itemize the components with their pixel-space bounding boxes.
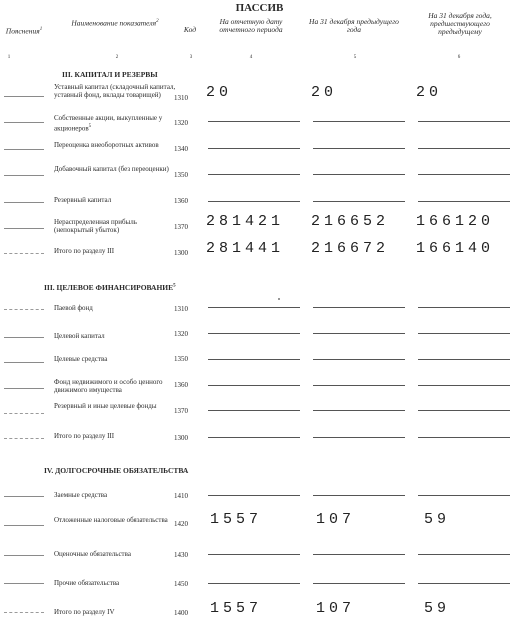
value-line bbox=[418, 583, 510, 584]
row-label: Резервный и иные целевые фонды bbox=[54, 402, 157, 410]
value-prev: 107 bbox=[316, 511, 356, 528]
value-line bbox=[418, 201, 510, 202]
value-current: 1557 bbox=[210, 511, 263, 528]
row-code: 1320 bbox=[174, 330, 188, 338]
value-line bbox=[313, 495, 405, 496]
value-prev: 216652 bbox=[311, 213, 390, 230]
value-current: 281421 bbox=[206, 213, 285, 230]
value-line bbox=[208, 385, 300, 386]
row-code: 1310 bbox=[174, 305, 188, 313]
row-code: 1360 bbox=[174, 381, 188, 389]
value-prevprev: 166140 bbox=[416, 240, 495, 257]
row-label: Фонд недвижимого и особо ценного движимого имущества bbox=[54, 378, 163, 394]
value-line bbox=[313, 410, 405, 411]
row-code: 1300 bbox=[174, 434, 188, 442]
row-label: Оценочные обязательства bbox=[54, 550, 131, 558]
notes-line bbox=[4, 202, 44, 203]
notes-line bbox=[4, 337, 44, 338]
notes-line bbox=[4, 122, 44, 123]
row-code: 1370 bbox=[174, 407, 188, 415]
value-line bbox=[208, 410, 300, 411]
row-code: 1370 bbox=[174, 223, 188, 231]
row-code: 1350 bbox=[174, 355, 188, 363]
value-prev: 107 bbox=[316, 600, 356, 617]
value-line bbox=[418, 333, 510, 334]
value-line bbox=[313, 385, 405, 386]
notes-line bbox=[4, 583, 44, 584]
value-line bbox=[208, 333, 300, 334]
row-label: Собственные акции, выкупленные у акционеров$^5$ bbox=[54, 114, 163, 132]
notes-line bbox=[4, 388, 44, 389]
row-label-total: Итого по разделу IV bbox=[54, 608, 115, 616]
value-current: 20 bbox=[206, 84, 233, 101]
value-line bbox=[313, 437, 405, 438]
row-label: Паевой фонд bbox=[54, 304, 93, 312]
notes-line bbox=[4, 175, 44, 176]
row-label: Переоценка внеоборотных активов bbox=[54, 141, 159, 149]
value-line bbox=[208, 437, 300, 438]
column-number: 3 bbox=[189, 55, 193, 60]
row-code: 1310 bbox=[174, 94, 188, 102]
column-number: 4 bbox=[249, 55, 253, 60]
value-line bbox=[313, 583, 405, 584]
value-line bbox=[418, 410, 510, 411]
notes-line bbox=[4, 149, 44, 150]
section-title-longterm: IV. ДОЛГОСРОЧНЫЕ ОБЯЗАТЕЛЬСТВА bbox=[44, 466, 189, 475]
notes-line bbox=[4, 525, 44, 526]
column-number: 2 bbox=[115, 55, 119, 60]
scan-speck bbox=[278, 298, 280, 300]
value-line bbox=[313, 307, 405, 308]
notes-line bbox=[4, 253, 44, 254]
row-label: Резервный капитал bbox=[54, 196, 112, 204]
value-line bbox=[313, 359, 405, 360]
value-line bbox=[418, 174, 510, 175]
value-line bbox=[418, 307, 510, 308]
value-line bbox=[418, 148, 510, 149]
value-prev: 20 bbox=[311, 84, 338, 101]
row-label: Нераспределенная прибыль (непокрытый убыток) bbox=[54, 218, 137, 234]
notes-line bbox=[4, 228, 44, 229]
notes-line bbox=[4, 309, 44, 310]
value-line bbox=[208, 121, 300, 122]
row-code: 1410 bbox=[174, 492, 188, 500]
value-line bbox=[313, 201, 405, 202]
value-line bbox=[418, 121, 510, 122]
value-current: 1557 bbox=[210, 600, 263, 617]
header-name: Наименование показателя$^2$ bbox=[71, 18, 159, 28]
value-line bbox=[313, 333, 405, 334]
value-line bbox=[313, 121, 405, 122]
value-line bbox=[313, 148, 405, 149]
value-prevprev: 59 bbox=[424, 511, 451, 528]
row-label-total: Итого по разделу III bbox=[54, 432, 115, 440]
header-notes: Пояснения$^1$ bbox=[5, 26, 43, 36]
row-label-total: Итого по разделу III bbox=[54, 247, 115, 255]
row-code: 1430 bbox=[174, 551, 188, 559]
section-title-financing: III. ЦЕЛЕВОЕ ФИНАНСИРОВАНИЕ$^5$ bbox=[44, 283, 176, 292]
header-current: На отчетную дату отчетного периода bbox=[219, 17, 283, 34]
value-line bbox=[313, 554, 405, 555]
header-code: Код bbox=[183, 25, 197, 34]
row-code: 1420 bbox=[174, 520, 188, 528]
value-line bbox=[208, 148, 300, 149]
header-prevprev: На 31 декабря года, предшествующего предыдущему bbox=[428, 11, 492, 36]
page-title: ПАССИВ bbox=[235, 2, 284, 14]
value-line bbox=[418, 554, 510, 555]
notes-line bbox=[4, 612, 44, 613]
value-prevprev: 59 bbox=[424, 600, 451, 617]
notes-line bbox=[4, 362, 44, 363]
value-line bbox=[208, 201, 300, 202]
value-line bbox=[208, 583, 300, 584]
row-label: Прочие обязательства bbox=[54, 579, 120, 587]
header-prev: На 31 декабря предыдущего года bbox=[309, 17, 399, 34]
row-label: Уставный капитал (складочный капитал, уставный фонд, вклады товарищей) bbox=[54, 83, 176, 99]
value-current: 281441 bbox=[206, 240, 285, 257]
row-code: 1400 bbox=[174, 609, 188, 617]
value-prevprev: 20 bbox=[416, 84, 443, 101]
row-code: 1320 bbox=[174, 119, 188, 127]
row-code: 1450 bbox=[174, 580, 188, 588]
value-line bbox=[208, 359, 300, 360]
value-line bbox=[208, 307, 300, 308]
notes-line bbox=[4, 438, 44, 439]
value-line bbox=[208, 174, 300, 175]
row-label: Заемные средства bbox=[54, 491, 108, 499]
row-label: Целевые средства bbox=[54, 355, 108, 363]
column-number: 6 bbox=[457, 55, 461, 60]
row-code: 1360 bbox=[174, 197, 188, 205]
notes-line bbox=[4, 413, 44, 414]
value-line bbox=[418, 437, 510, 438]
column-number: 1 bbox=[7, 55, 11, 60]
value-prev: 216672 bbox=[311, 240, 390, 257]
row-code: 1300 bbox=[174, 249, 188, 257]
row-code: 1350 bbox=[174, 171, 188, 179]
notes-line bbox=[4, 96, 44, 97]
value-line bbox=[313, 174, 405, 175]
row-label: Целевой капитал bbox=[54, 332, 105, 340]
value-line bbox=[208, 495, 300, 496]
notes-line bbox=[4, 555, 44, 556]
value-line bbox=[208, 554, 300, 555]
row-label: Отложенные налоговые обязательства bbox=[54, 516, 168, 524]
row-label: Добавочный капитал (без переоценки) bbox=[54, 165, 169, 173]
row-code: 1340 bbox=[174, 145, 188, 153]
value-line bbox=[418, 385, 510, 386]
value-line bbox=[418, 359, 510, 360]
value-line bbox=[418, 495, 510, 496]
value-prevprev: 166120 bbox=[416, 213, 495, 230]
notes-line bbox=[4, 496, 44, 497]
column-number: 5 bbox=[353, 55, 357, 60]
section-title-capital: III. КАПИТАЛ И РЕЗЕРВЫ bbox=[62, 70, 158, 79]
